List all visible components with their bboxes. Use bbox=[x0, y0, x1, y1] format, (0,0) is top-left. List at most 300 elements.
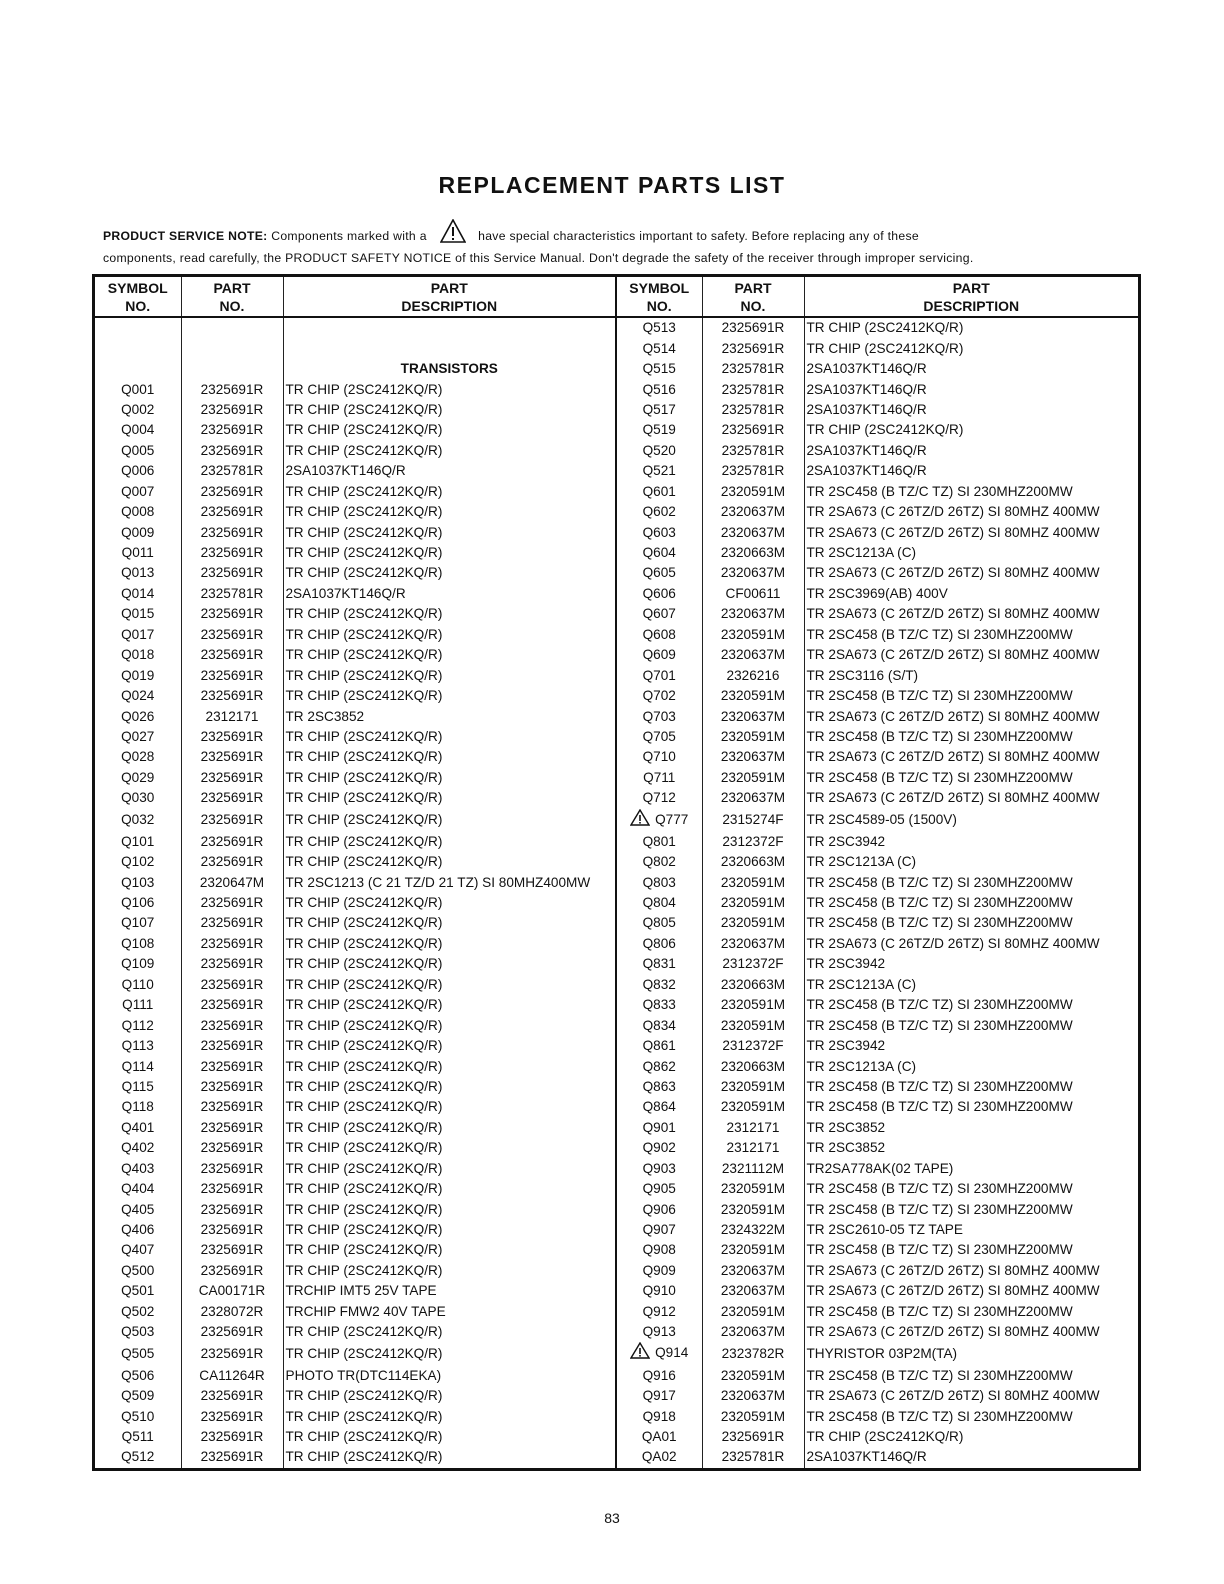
header-symbol-no-right: SYMBOL NO. bbox=[616, 277, 702, 317]
left-symbol-cell: Q118 bbox=[121, 1099, 154, 1115]
left-part-no-cell: 2325691R bbox=[181, 934, 283, 954]
right-description-cell: TR 2SC458 (B TZ/C TZ) SI 230MHZ200MW bbox=[804, 1302, 1138, 1322]
left-symbol-cell: Q009 bbox=[121, 524, 155, 540]
right-symbol-cell: Q906 bbox=[616, 1199, 702, 1219]
right-description-cell: TR 2SC458 (B TZ/C TZ) SI 230MHZ200MW bbox=[804, 686, 1138, 706]
right-part-no-cell: 2320591M bbox=[702, 995, 804, 1015]
left-description-cell: 2SA1037KT146Q/R bbox=[283, 584, 616, 604]
left-symbol-cell: Q011 bbox=[121, 545, 154, 561]
note-text-2: have special characteristics important to safety. Before replacing any of these bbox=[478, 229, 919, 243]
right-part-no-cell: 2320637M bbox=[702, 1386, 804, 1406]
right-symbol-cell: Q905 bbox=[616, 1179, 702, 1199]
table-row bbox=[95, 625, 1138, 645]
table-row bbox=[95, 1077, 1138, 1097]
table-row bbox=[95, 686, 1138, 706]
left-part-no-cell: 2325691R bbox=[181, 1322, 283, 1342]
left-part-no-cell: 2325691R bbox=[181, 1118, 283, 1138]
right-part-no-cell: 2320591M bbox=[702, 1015, 804, 1035]
table-row bbox=[95, 1118, 1138, 1138]
right-description-cell: TR 2SC458 (B TZ/C TZ) SI 230MHZ200MW bbox=[804, 1097, 1138, 1117]
note-text-1: Components marked with a bbox=[271, 229, 427, 243]
left-part-no-cell: 2325691R bbox=[181, 852, 283, 872]
right-part-no-cell: 2320591M bbox=[702, 1302, 804, 1322]
right-symbol-cell: Q918 bbox=[616, 1406, 702, 1426]
table-row bbox=[95, 379, 1138, 399]
right-part-no-cell: 2321112M bbox=[702, 1159, 804, 1179]
left-description-cell: TR CHIP (2SC2412KQ/R) bbox=[283, 727, 616, 747]
left-part-no-cell: 2325691R bbox=[181, 645, 283, 665]
right-symbol-cell: Q862 bbox=[616, 1056, 702, 1076]
right-description-cell: TR 2SC458 (B TZ/C TZ) SI 230MHZ200MW bbox=[804, 1365, 1138, 1385]
right-part-no-cell: 2312372F bbox=[702, 954, 804, 974]
table-row bbox=[95, 441, 1138, 461]
right-part-no-cell: 2320591M bbox=[702, 1179, 804, 1199]
left-part-no-cell: 2325691R bbox=[181, 543, 283, 563]
service-note bbox=[103, 219, 1113, 268]
right-part-no-cell: 2320637M bbox=[702, 1261, 804, 1281]
right-description-cell: TR CHIP (2SC2412KQ/R) bbox=[804, 420, 1138, 440]
right-description-cell: TR 2SC1213A (C) bbox=[804, 852, 1138, 872]
right-description-cell: TR CHIP (2SC2412KQ/R) bbox=[804, 1427, 1138, 1447]
table-row bbox=[95, 913, 1138, 933]
left-part-no-cell: 2325691R bbox=[181, 563, 283, 583]
left-description-cell: TR CHIP (2SC2412KQ/R) bbox=[283, 1261, 616, 1281]
left-description-cell: TR CHIP (2SC2412KQ/R) bbox=[283, 1342, 616, 1365]
left-symbol-cell: Q030 bbox=[121, 790, 155, 806]
right-symbol-cell: QA01 bbox=[616, 1427, 702, 1447]
right-symbol-cell: Q601 bbox=[616, 482, 702, 502]
left-part-no-cell bbox=[181, 338, 283, 358]
right-description-cell: TR 2SA673 (C 26TZ/D 26TZ) SI 80MHZ 400MW bbox=[804, 747, 1138, 767]
table-row bbox=[95, 543, 1138, 563]
table-row bbox=[95, 1406, 1138, 1426]
right-part-no-cell: 2320591M bbox=[702, 625, 804, 645]
right-description-cell: TR 2SA673 (C 26TZ/D 26TZ) SI 80MHZ 400MW bbox=[804, 1386, 1138, 1406]
left-symbol-cell: Q004 bbox=[121, 422, 155, 438]
left-description-cell: TR 2SC3852 bbox=[283, 706, 616, 726]
right-symbol-cell: Q712 bbox=[616, 788, 702, 808]
right-part-no-cell: CF00611 bbox=[702, 584, 804, 604]
left-part-no-cell: 2328072R bbox=[181, 1302, 283, 1322]
table-row bbox=[95, 1220, 1138, 1240]
right-part-no-cell: 2326216 bbox=[702, 665, 804, 685]
left-part-no-cell: 2325691R bbox=[181, 379, 283, 399]
right-part-no-cell: 2312372F bbox=[702, 832, 804, 852]
left-part-no-cell: 2325691R bbox=[181, 1015, 283, 1035]
left-description-cell: TR CHIP (2SC2412KQ/R) bbox=[283, 543, 616, 563]
left-part-no-cell bbox=[181, 359, 283, 379]
right-symbol-cell: Q514 bbox=[616, 338, 702, 358]
left-part-no-cell: 2325691R bbox=[181, 441, 283, 461]
left-part-no-cell: 2325691R bbox=[181, 502, 283, 522]
right-symbol-cell: Q831 bbox=[616, 954, 702, 974]
right-symbol-cell: Q806 bbox=[616, 934, 702, 954]
right-symbol-cell: QA02 bbox=[616, 1447, 702, 1467]
right-description-cell: TR 2SC1213A (C) bbox=[804, 1056, 1138, 1076]
left-part-no-cell: 2312171 bbox=[181, 706, 283, 726]
left-part-no-cell: 2325691R bbox=[181, 1406, 283, 1426]
left-part-no-cell: 2325691R bbox=[181, 809, 283, 832]
left-symbol-cell: Q108 bbox=[121, 935, 155, 951]
table-row bbox=[95, 975, 1138, 995]
right-symbol-cell: Q907 bbox=[616, 1220, 702, 1240]
table-row bbox=[95, 893, 1138, 913]
right-part-no-cell: 2320637M bbox=[702, 788, 804, 808]
left-part-no-cell: 2325691R bbox=[181, 1261, 283, 1281]
right-symbol-cell: Q803 bbox=[616, 872, 702, 892]
right-symbol-cell: Q516 bbox=[616, 379, 702, 399]
table-row bbox=[95, 502, 1138, 522]
right-part-no-cell: 2312171 bbox=[702, 1118, 804, 1138]
left-symbol-cell: Q403 bbox=[121, 1160, 155, 1176]
table-row bbox=[95, 1240, 1138, 1260]
left-symbol-cell: Q028 bbox=[121, 749, 155, 765]
left-description-cell: TR CHIP (2SC2412KQ/R) bbox=[283, 975, 616, 995]
left-description-cell: 2SA1037KT146Q/R bbox=[283, 461, 616, 481]
right-symbol-cell: Q609 bbox=[616, 645, 702, 665]
table-row bbox=[95, 604, 1138, 624]
parts-table bbox=[95, 277, 1138, 1468]
left-symbol-cell: Q111 bbox=[122, 997, 154, 1013]
table-row bbox=[95, 665, 1138, 685]
right-description-cell: TR 2SA673 (C 26TZ/D 26TZ) SI 80MHZ 400MW bbox=[804, 1281, 1138, 1301]
left-part-no-cell: 2325691R bbox=[181, 400, 283, 420]
left-description-cell: TR CHIP (2SC2412KQ/R) bbox=[283, 604, 616, 624]
left-part-no-cell: 2325781R bbox=[181, 584, 283, 604]
table-row bbox=[95, 1261, 1138, 1281]
left-part-no-cell: 2325691R bbox=[181, 788, 283, 808]
left-part-no-cell: 2325691R bbox=[181, 1199, 283, 1219]
left-description-cell bbox=[283, 338, 616, 358]
left-description-cell: TRCHIP IMT5 25V TAPE bbox=[283, 1281, 616, 1301]
right-symbol-cell: Q515 bbox=[616, 359, 702, 379]
left-part-no-cell: 2320647M bbox=[181, 872, 283, 892]
left-symbol-cell bbox=[95, 317, 181, 338]
section-title: TRANSISTORS bbox=[283, 359, 616, 379]
left-description-cell: TR CHIP (2SC2412KQ/R) bbox=[283, 522, 616, 542]
table-header-row bbox=[95, 277, 1138, 317]
right-description-cell: 2SA1037KT146Q/R bbox=[804, 461, 1138, 481]
symbol-text: Q777 bbox=[655, 811, 689, 827]
right-description-cell: TR 2SC458 (B TZ/C TZ) SI 230MHZ200MW bbox=[804, 1077, 1138, 1097]
left-part-no-cell: 2325691R bbox=[181, 482, 283, 502]
left-description-cell: TR CHIP (2SC2412KQ/R) bbox=[283, 934, 616, 954]
left-description-cell: TR CHIP (2SC2412KQ/R) bbox=[283, 852, 616, 872]
right-description-cell: TR 2SA673 (C 26TZ/D 26TZ) SI 80MHZ 400MW bbox=[804, 522, 1138, 542]
left-symbol-cell: Q407 bbox=[121, 1242, 155, 1258]
right-part-no-cell: 2320591M bbox=[702, 686, 804, 706]
left-symbol-cell: Q026 bbox=[121, 708, 155, 724]
left-symbol-cell: Q505 bbox=[121, 1345, 155, 1361]
right-part-no-cell: 2320637M bbox=[702, 563, 804, 583]
left-symbol-cell: Q115 bbox=[121, 1078, 154, 1094]
left-symbol-cell: Q014 bbox=[121, 585, 155, 601]
right-description-cell: TR 2SC458 (B TZ/C TZ) SI 230MHZ200MW bbox=[804, 482, 1138, 502]
table-row bbox=[95, 1427, 1138, 1447]
right-symbol-cell: Q913 bbox=[616, 1322, 702, 1342]
left-part-no-cell: 2325691R bbox=[181, 768, 283, 788]
left-description-cell: TR CHIP (2SC2412KQ/R) bbox=[283, 625, 616, 645]
left-description-cell: TR CHIP (2SC2412KQ/R) bbox=[283, 1427, 616, 1447]
left-symbol-cell: Q500 bbox=[121, 1262, 155, 1278]
table-row bbox=[95, 852, 1138, 872]
right-description-cell: TR 2SA673 (C 26TZ/D 26TZ) SI 80MHZ 400MW bbox=[804, 645, 1138, 665]
left-description-cell: TR CHIP (2SC2412KQ/R) bbox=[283, 809, 616, 832]
table-row bbox=[95, 995, 1138, 1015]
left-part-no-cell: 2325691R bbox=[181, 747, 283, 767]
right-part-no-cell: 2312372F bbox=[702, 1036, 804, 1056]
left-part-no-cell: 2325691R bbox=[181, 1138, 283, 1158]
right-symbol-cell: Q710 bbox=[616, 747, 702, 767]
right-part-no-cell: 2320637M bbox=[702, 934, 804, 954]
right-symbol-cell: Q606 bbox=[616, 584, 702, 604]
right-description-cell: TR 2SC3942 bbox=[804, 954, 1138, 974]
right-description-cell: TR 2SC3969(AB) 400V bbox=[804, 584, 1138, 604]
left-description-cell: TR CHIP (2SC2412KQ/R) bbox=[283, 1077, 616, 1097]
table-row bbox=[95, 584, 1138, 604]
right-symbol-cell bbox=[616, 1342, 702, 1365]
right-part-no-cell: 2320663M bbox=[702, 543, 804, 563]
table-row bbox=[95, 1097, 1138, 1117]
table-row bbox=[95, 420, 1138, 440]
table-row bbox=[95, 1447, 1138, 1467]
right-description-cell: TR 2SC3116 (S/T) bbox=[804, 665, 1138, 685]
right-description-cell: TR 2SC458 (B TZ/C TZ) SI 230MHZ200MW bbox=[804, 1406, 1138, 1426]
left-symbol-cell: Q103 bbox=[121, 874, 155, 890]
left-description-cell: TR CHIP (2SC2412KQ/R) bbox=[283, 1406, 616, 1426]
right-symbol-cell: Q916 bbox=[616, 1365, 702, 1385]
right-symbol-cell: Q701 bbox=[616, 665, 702, 685]
right-part-no-cell: 2325781R bbox=[702, 461, 804, 481]
right-symbol-cell: Q832 bbox=[616, 975, 702, 995]
left-symbol-cell: Q001 bbox=[121, 381, 155, 397]
right-part-no-cell: 2320591M bbox=[702, 1365, 804, 1385]
table-row bbox=[95, 461, 1138, 481]
table-row bbox=[95, 1342, 1138, 1365]
left-part-no-cell: 2325691R bbox=[181, 1056, 283, 1076]
left-symbol-cell: Q027 bbox=[121, 728, 155, 744]
right-part-no-cell: 2325781R bbox=[702, 441, 804, 461]
right-part-no-cell: 2320591M bbox=[702, 727, 804, 747]
table-row bbox=[95, 1365, 1138, 1385]
left-part-no-cell: 2325691R bbox=[181, 665, 283, 685]
left-description-cell: TR CHIP (2SC2412KQ/R) bbox=[283, 563, 616, 583]
right-description-cell: TR 2SC1213A (C) bbox=[804, 975, 1138, 995]
left-symbol-cell: Q512 bbox=[121, 1449, 155, 1465]
table-row bbox=[95, 1056, 1138, 1076]
table-row bbox=[95, 563, 1138, 583]
left-symbol-cell: Q502 bbox=[121, 1303, 155, 1319]
right-symbol-cell: Q864 bbox=[616, 1097, 702, 1117]
left-description-cell: TR CHIP (2SC2412KQ/R) bbox=[283, 502, 616, 522]
right-description-cell: TR 2SA673 (C 26TZ/D 26TZ) SI 80MHZ 400MW bbox=[804, 1322, 1138, 1342]
right-part-no-cell: 2312171 bbox=[702, 1138, 804, 1158]
left-description-cell: TR CHIP (2SC2412KQ/R) bbox=[283, 995, 616, 1015]
table-row bbox=[95, 1281, 1138, 1301]
table-row bbox=[95, 727, 1138, 747]
right-description-cell: 2SA1037KT146Q/R bbox=[804, 1447, 1138, 1467]
left-description-cell: TR CHIP (2SC2412KQ/R) bbox=[283, 1118, 616, 1138]
right-symbol-cell: Q863 bbox=[616, 1077, 702, 1097]
right-symbol-cell: Q804 bbox=[616, 893, 702, 913]
right-symbol-cell: Q917 bbox=[616, 1386, 702, 1406]
right-symbol-cell: Q513 bbox=[616, 317, 702, 338]
left-symbol-cell: Q405 bbox=[121, 1201, 155, 1217]
left-description-cell: TR CHIP (2SC2412KQ/R) bbox=[283, 1240, 616, 1260]
right-symbol-cell: Q910 bbox=[616, 1281, 702, 1301]
note-label: PRODUCT SERVICE NOTE: bbox=[103, 229, 268, 243]
left-part-no-cell: 2325691R bbox=[181, 832, 283, 852]
left-description-cell: TR CHIP (2SC2412KQ/R) bbox=[283, 400, 616, 420]
left-description-cell: TR CHIP (2SC2412KQ/R) bbox=[283, 1015, 616, 1035]
left-description-cell: TR CHIP (2SC2412KQ/R) bbox=[283, 893, 616, 913]
table-row bbox=[95, 338, 1138, 358]
left-part-no-cell: 2325691R bbox=[181, 975, 283, 995]
right-part-no-cell: 2325691R bbox=[702, 420, 804, 440]
left-symbol-cell: Q106 bbox=[121, 895, 155, 911]
safety-warning-icon bbox=[630, 809, 650, 832]
left-part-no-cell: 2325691R bbox=[181, 1179, 283, 1199]
right-part-no-cell: 2320663M bbox=[702, 852, 804, 872]
right-symbol-cell: Q902 bbox=[616, 1138, 702, 1158]
left-part-no-cell: 2325691R bbox=[181, 420, 283, 440]
left-symbol-cell: Q402 bbox=[121, 1140, 155, 1156]
left-symbol-cell: Q002 bbox=[121, 401, 155, 417]
left-description-cell: TR CHIP (2SC2412KQ/R) bbox=[283, 1036, 616, 1056]
table-row bbox=[95, 1199, 1138, 1219]
table-row bbox=[95, 1036, 1138, 1056]
left-part-no-cell: 2325691R bbox=[181, 686, 283, 706]
right-description-cell: TR 2SC1213A (C) bbox=[804, 543, 1138, 563]
right-part-no-cell: 2320637M bbox=[702, 706, 804, 726]
left-description-cell: TR CHIP (2SC2412KQ/R) bbox=[283, 1220, 616, 1240]
right-description-cell: TR 2SC458 (B TZ/C TZ) SI 230MHZ200MW bbox=[804, 1179, 1138, 1199]
left-symbol-cell: Q509 bbox=[121, 1388, 155, 1404]
right-part-no-cell: 2320637M bbox=[702, 502, 804, 522]
right-symbol-cell: Q861 bbox=[616, 1036, 702, 1056]
header-part-no: PART NO. bbox=[181, 277, 283, 317]
right-symbol-cell: Q521 bbox=[616, 461, 702, 481]
header-part-description-right: PART DESCRIPTION bbox=[804, 277, 1138, 317]
table-row bbox=[95, 359, 1138, 379]
left-symbol-cell: Q503 bbox=[121, 1324, 155, 1340]
right-part-no-cell: 2320663M bbox=[702, 1056, 804, 1076]
right-part-no-cell: 2320637M bbox=[702, 1281, 804, 1301]
right-symbol-cell: Q805 bbox=[616, 913, 702, 933]
right-part-no-cell: 2320591M bbox=[702, 1097, 804, 1117]
right-symbol-cell: Q909 bbox=[616, 1261, 702, 1281]
right-description-cell: TR 2SC458 (B TZ/C TZ) SI 230MHZ200MW bbox=[804, 1240, 1138, 1260]
left-description-cell: TR CHIP (2SC2412KQ/R) bbox=[283, 665, 616, 685]
left-part-no-cell: 2325691R bbox=[181, 1077, 283, 1097]
left-part-no-cell: 2325691R bbox=[181, 522, 283, 542]
left-description-cell: TRCHIP FMW2 40V TAPE bbox=[283, 1302, 616, 1322]
left-symbol-cell: Q501 bbox=[121, 1283, 155, 1299]
right-symbol-cell: Q520 bbox=[616, 441, 702, 461]
left-description-cell: TR CHIP (2SC2412KQ/R) bbox=[283, 1199, 616, 1219]
right-symbol-cell bbox=[616, 809, 702, 832]
table-row bbox=[95, 482, 1138, 502]
table-row bbox=[95, 768, 1138, 788]
right-symbol-cell: Q602 bbox=[616, 502, 702, 522]
table-row bbox=[95, 645, 1138, 665]
left-part-no-cell: 2325691R bbox=[181, 1447, 283, 1467]
right-part-no-cell: 2320637M bbox=[702, 645, 804, 665]
right-description-cell: 2SA1037KT146Q/R bbox=[804, 441, 1138, 461]
right-symbol-cell: Q603 bbox=[616, 522, 702, 542]
right-description-cell: TR 2SC3942 bbox=[804, 832, 1138, 852]
right-part-no-cell: 2320637M bbox=[702, 1322, 804, 1342]
right-description-cell: TR2SA778AK(02 TAPE) bbox=[804, 1159, 1138, 1179]
right-description-cell: TR 2SC458 (B TZ/C TZ) SI 230MHZ200MW bbox=[804, 913, 1138, 933]
left-symbol-cell: Q510 bbox=[121, 1408, 155, 1424]
left-description-cell: TR CHIP (2SC2412KQ/R) bbox=[283, 1179, 616, 1199]
right-part-no-cell: 2325781R bbox=[702, 1447, 804, 1467]
left-symbol-cell: Q005 bbox=[121, 442, 155, 458]
right-part-no-cell: 2320591M bbox=[702, 768, 804, 788]
right-part-no-cell: 2323782R bbox=[702, 1342, 804, 1365]
right-symbol-cell: Q711 bbox=[616, 768, 702, 788]
left-part-no-cell: 2325691R bbox=[181, 1342, 283, 1365]
note-text-3: components, read carefully, the PRODUCT SAFETY NOTICE of this Service Manual. Don't degrade the safety of the receiver through improper servicing. bbox=[103, 251, 974, 265]
right-part-no-cell: 2315274F bbox=[702, 809, 804, 832]
right-description-cell: TR 2SA673 (C 26TZ/D 26TZ) SI 80MHZ 400MW bbox=[804, 604, 1138, 624]
table-row bbox=[95, 872, 1138, 892]
right-symbol-cell: Q607 bbox=[616, 604, 702, 624]
right-description-cell: TR 2SA673 (C 26TZ/D 26TZ) SI 80MHZ 400MW bbox=[804, 502, 1138, 522]
left-description-cell: PHOTO TR(DTC114EKA) bbox=[283, 1365, 616, 1385]
left-part-no-cell: 2325691R bbox=[181, 1220, 283, 1240]
left-description-cell: TR CHIP (2SC2412KQ/R) bbox=[283, 768, 616, 788]
right-symbol-cell: Q517 bbox=[616, 400, 702, 420]
right-description-cell: TR 2SC458 (B TZ/C TZ) SI 230MHZ200MW bbox=[804, 625, 1138, 645]
left-part-no-cell: CA11264R bbox=[181, 1365, 283, 1385]
right-symbol-cell: Q608 bbox=[616, 625, 702, 645]
left-part-no-cell: 2325691R bbox=[181, 1240, 283, 1260]
right-symbol-cell: Q833 bbox=[616, 995, 702, 1015]
symbol-text: Q914 bbox=[655, 1345, 689, 1361]
left-part-no-cell: 2325781R bbox=[181, 461, 283, 481]
left-symbol-cell: Q024 bbox=[121, 688, 155, 704]
right-description-cell: TR 2SC3852 bbox=[804, 1118, 1138, 1138]
table-row bbox=[95, 1159, 1138, 1179]
table-row bbox=[95, 747, 1138, 767]
table-row bbox=[95, 832, 1138, 852]
right-symbol-cell: Q912 bbox=[616, 1302, 702, 1322]
right-description-cell: TR 2SC458 (B TZ/C TZ) SI 230MHZ200MW bbox=[804, 1015, 1138, 1035]
table-row bbox=[95, 788, 1138, 808]
right-description-cell: TR CHIP (2SC2412KQ/R) bbox=[804, 317, 1138, 338]
right-description-cell: TR CHIP (2SC2412KQ/R) bbox=[804, 338, 1138, 358]
right-description-cell: TR 2SC458 (B TZ/C TZ) SI 230MHZ200MW bbox=[804, 727, 1138, 747]
right-part-no-cell: 2320591M bbox=[702, 1199, 804, 1219]
left-symbol-cell: Q401 bbox=[121, 1119, 155, 1135]
right-description-cell: TR 2SC458 (B TZ/C TZ) SI 230MHZ200MW bbox=[804, 768, 1138, 788]
right-symbol-cell: Q801 bbox=[616, 832, 702, 852]
left-symbol-cell: Q102 bbox=[121, 854, 155, 870]
left-part-no-cell: CA00171R bbox=[181, 1281, 283, 1301]
page-number: 83 bbox=[604, 1510, 620, 1526]
table-row bbox=[95, 1302, 1138, 1322]
page-title: REPLACEMENT PARTS LIST bbox=[438, 172, 786, 198]
right-part-no-cell: 2325691R bbox=[702, 1427, 804, 1447]
left-symbol-cell: Q511 bbox=[121, 1428, 154, 1444]
left-description-cell: TR CHIP (2SC2412KQ/R) bbox=[283, 954, 616, 974]
left-part-no-cell: 2325691R bbox=[181, 727, 283, 747]
left-description-cell: TR CHIP (2SC2412KQ/R) bbox=[283, 686, 616, 706]
right-part-no-cell: 2320637M bbox=[702, 747, 804, 767]
left-description-cell: TR CHIP (2SC2412KQ/R) bbox=[283, 645, 616, 665]
